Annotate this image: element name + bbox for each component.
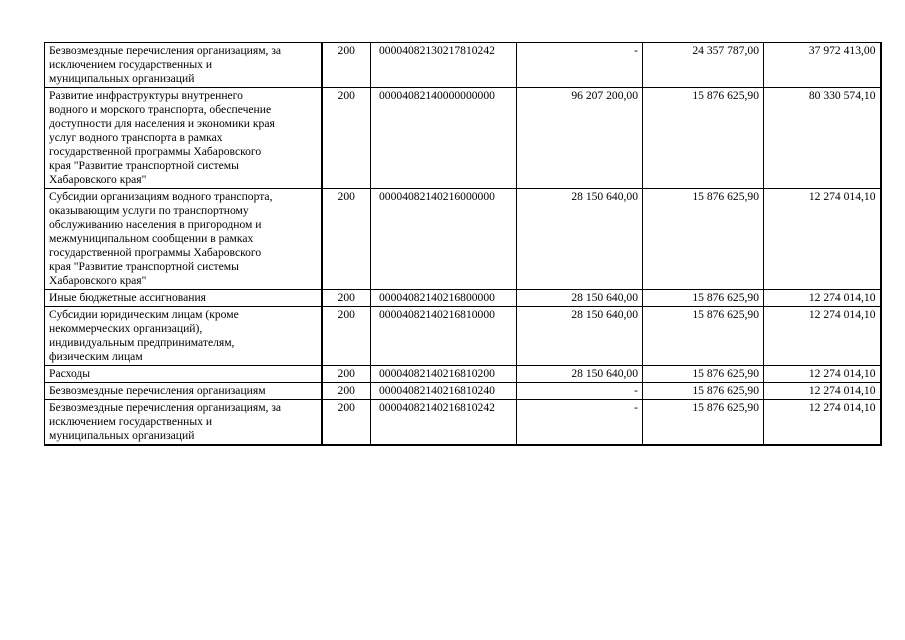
row-approved: -: [517, 400, 643, 446]
table-row: [45, 383, 881, 400]
row-code: 200: [322, 307, 371, 366]
row-approved: 28 150 640,00: [517, 307, 643, 366]
row-approved: 28 150 640,00: [517, 189, 643, 290]
row-executed: 15 876 625,90: [643, 400, 764, 446]
row-executed: 15 876 625,90: [643, 290, 764, 307]
table-row: [45, 307, 881, 366]
row-approved: 28 150 640,00: [517, 366, 643, 383]
row-executed: 15 876 625,90: [643, 383, 764, 400]
row-approved: -: [517, 43, 643, 88]
row-csr: 00004082140216810240: [371, 383, 517, 400]
row-code: 200: [322, 400, 371, 446]
row-name: Безвозмездные перечисления организациям, за исключением государственных и муниципальных организаций: [45, 400, 322, 446]
row-csr: 00004082140216800000: [371, 290, 517, 307]
row-name: Безвозмездные перечисления организациям, за исключением государственных и муниципальных организаций: [45, 43, 322, 88]
row-name: Развитие инфраструктуры внутреннего водного и морского транспорта, обеспечение доступности для населения и экономики края услуг водного транспорта в рамках государственной программы Хабаровского края "Развитие транспортной системы Хабаровского края": [45, 88, 322, 189]
row-code: 200: [322, 88, 371, 189]
row-executed: 15 876 625,90: [643, 189, 764, 290]
row-name: Субсидии организациям водного транспорта, оказывающим услуги по транспортному обслуживанию населения в пригородном и межмуниципальном сообщении в рамках государственной программы Хабаровского края "Развитие транспортной системы Хабаровского края": [45, 189, 322, 290]
row-name: Субсидии юридическим лицам (кроме некоммерческих организаций), индивидуальным предпринимателям, физическим лицам: [45, 307, 322, 366]
row-unexecuted: 80 330 574,10: [764, 88, 881, 189]
row-unexecuted: 12 274 014,10: [764, 189, 881, 290]
row-executed: 15 876 625,90: [643, 366, 764, 383]
table-row: [45, 366, 881, 383]
row-code: 200: [322, 43, 371, 88]
row-csr: 00004082140216810200: [371, 366, 517, 383]
table-row: [45, 189, 881, 290]
row-executed: 15 876 625,90: [643, 88, 764, 189]
table-row: [45, 43, 881, 88]
row-csr: 00004082140216000000: [371, 189, 517, 290]
row-code: 200: [322, 366, 371, 383]
row-unexecuted: 37 972 413,00: [764, 43, 881, 88]
row-approved: 96 207 200,00: [517, 88, 643, 189]
row-name: Расходы: [45, 366, 322, 383]
row-unexecuted: 12 274 014,10: [764, 366, 881, 383]
row-csr: 00004082140000000000: [371, 88, 517, 189]
row-csr: 00004082140216810000: [371, 307, 517, 366]
table-row: [45, 290, 881, 307]
row-name: Иные бюджетные ассигнования: [45, 290, 322, 307]
budget-table: [44, 42, 882, 446]
row-code: 200: [322, 189, 371, 290]
table-row: [45, 400, 881, 446]
row-unexecuted: 12 274 014,10: [764, 307, 881, 366]
row-executed: 15 876 625,90: [643, 307, 764, 366]
row-code: 200: [322, 290, 371, 307]
table-row: [45, 88, 881, 189]
row-unexecuted: 12 274 014,10: [764, 290, 881, 307]
row-approved: -: [517, 383, 643, 400]
row-executed: 24 357 787,00: [643, 43, 764, 88]
row-unexecuted: 12 274 014,10: [764, 383, 881, 400]
row-csr: 00004082140216810242: [371, 400, 517, 446]
row-code: 200: [322, 383, 371, 400]
row-csr: 00004082130217810242: [371, 43, 517, 88]
row-unexecuted: 12 274 014,10: [764, 400, 881, 446]
row-approved: 28 150 640,00: [517, 290, 643, 307]
row-name: Безвозмездные перечисления организациям: [45, 383, 322, 400]
